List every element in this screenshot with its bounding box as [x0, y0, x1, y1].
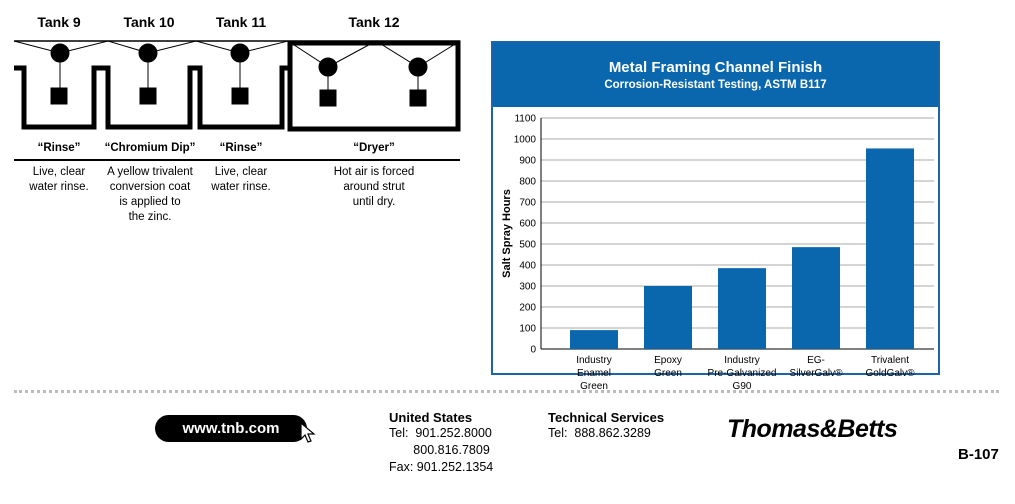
- y-tick-label: 900: [519, 155, 536, 167]
- page-number: B-107: [958, 446, 999, 463]
- tank-12-name: “Dryer”: [353, 142, 395, 154]
- x-tick-label: Epoxy: [654, 355, 682, 366]
- y-tick-label: 1100: [514, 113, 536, 125]
- tank-11-desc: [196, 165, 286, 195]
- desc-line: Hot air is forced: [333, 166, 415, 178]
- tech-line-1: Tel: 888.862.3289: [548, 426, 651, 440]
- tank-9-name: “Rinse”: [37, 142, 81, 154]
- desc-line: until dry.: [352, 196, 396, 208]
- tank-12-title: Tank 12: [348, 14, 400, 30]
- chart-subtitle: Corrosion-Resistant Testing, ASTM B117: [604, 79, 827, 91]
- y-tick-label: 0: [530, 344, 536, 356]
- tank-10-title: Tank 10: [123, 14, 175, 30]
- website-link[interactable]: [155, 415, 307, 442]
- desc-line: the zinc.: [128, 211, 172, 223]
- x-tick-label: Trivalent: [871, 355, 909, 366]
- y-tick-label: 100: [519, 323, 536, 335]
- us-contact: [389, 410, 493, 476]
- desc-line: around strut: [343, 181, 405, 193]
- desc-line: A yellow trivalent: [107, 166, 193, 178]
- bar-chart: [493, 107, 938, 392]
- y-tick-label: 700: [519, 197, 536, 209]
- desc-line: water rinse.: [211, 181, 271, 193]
- y-tick-label: 500: [519, 239, 536, 251]
- y-tick-label: 1000: [513, 134, 536, 146]
- x-tick-label: Enamel: [577, 368, 611, 379]
- tank-12-desc: [322, 165, 426, 210]
- x-tick-label: Industry: [576, 355, 612, 366]
- cursor-icon: [299, 422, 317, 444]
- bar: [792, 247, 840, 349]
- x-tick-label: Green: [654, 368, 682, 379]
- bar: [644, 286, 692, 349]
- x-tick-label: Green: [580, 381, 608, 392]
- us-line-2: 800.816.7809: [389, 443, 490, 457]
- x-tick-label: GoldGalv®: [865, 368, 915, 379]
- tank-9-desc: [14, 165, 104, 195]
- x-tick-label: Pre-Galvanized: [707, 368, 777, 379]
- y-tick-label: 600: [519, 218, 536, 230]
- tank-9-title: Tank 9: [37, 14, 81, 30]
- tank-10-name: “Chromium Dip”: [104, 142, 196, 154]
- tank-11-name: “Rinse”: [219, 142, 263, 154]
- y-tick-label: 300: [519, 281, 536, 293]
- desc-line: Live, clear: [214, 166, 268, 178]
- desc-line: conversion coat: [109, 181, 191, 193]
- desc-line: water rinse.: [29, 181, 89, 193]
- tank-11-title: Tank 11: [215, 14, 267, 30]
- tank-10-desc: [98, 165, 202, 225]
- y-tick-label: 200: [519, 302, 536, 314]
- website-label: www.tnb.com: [182, 420, 280, 437]
- tech-contact: [548, 410, 664, 442]
- chart-header: [493, 43, 938, 107]
- us-heading: United States: [389, 410, 473, 425]
- x-tick-label: G90: [732, 381, 752, 392]
- x-tick-label: EG-: [807, 355, 825, 366]
- tech-heading: Technical Services: [548, 410, 665, 425]
- chart-title: Metal Framing Channel Finish: [608, 59, 823, 76]
- x-tick-label: Industry: [724, 355, 760, 366]
- brand-logo: Thomas&Betts: [727, 415, 898, 443]
- bar: [866, 148, 914, 349]
- desc-line: is applied to: [119, 196, 181, 208]
- y-tick-label: 400: [519, 260, 536, 272]
- y-tick-label: 800: [519, 176, 536, 188]
- y-axis-label: Salt Spray Hours: [501, 189, 513, 278]
- bar: [718, 268, 766, 349]
- bar: [570, 330, 618, 349]
- desc-line: Live, clear: [32, 166, 86, 178]
- us-line-3: Fax: 901.252.1354: [389, 460, 494, 474]
- chart-panel: [491, 41, 940, 392]
- x-tick-label: SilverGalv®: [789, 368, 843, 379]
- us-line-1: Tel: 901.252.8000: [389, 426, 492, 440]
- footer-divider: [14, 390, 999, 393]
